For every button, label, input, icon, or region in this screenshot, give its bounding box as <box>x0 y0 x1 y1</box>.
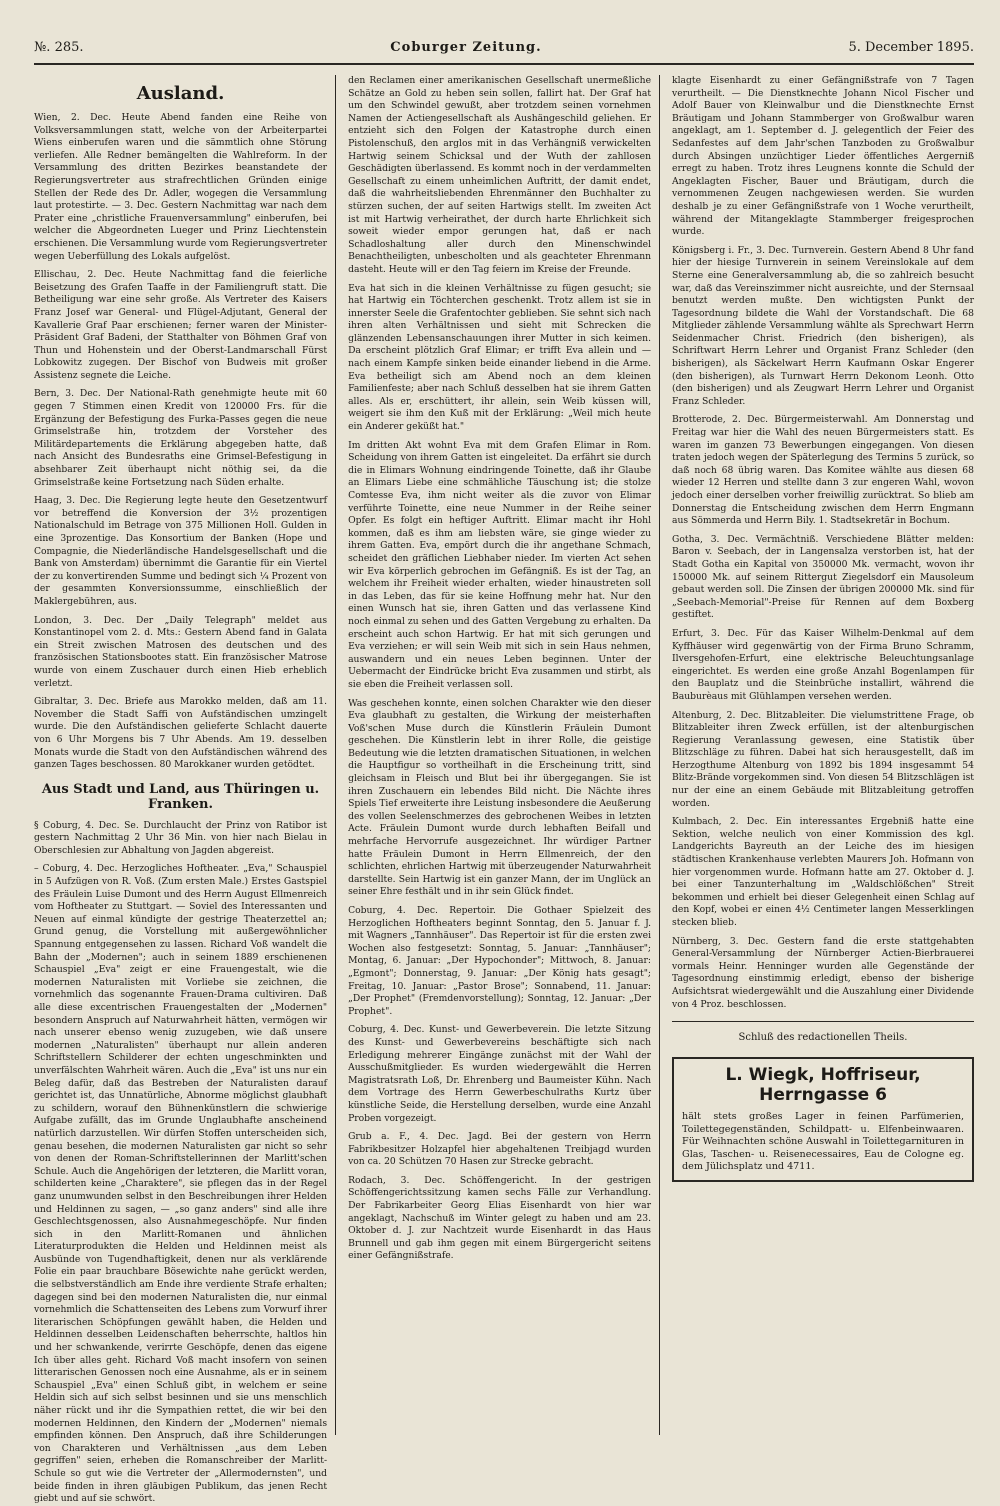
section-heading-ausland: Ausland. <box>136 83 225 104</box>
advertisement <box>672 1057 974 1182</box>
article-paragraph: § Coburg, 4. Dec. Se. Durchlaucht der Prinz von Ratibor ist gestern Nachmittag 2 Uhr 36 Min. von hier nach Bielau in Oberschlesien zur Abhaltung von Jagden abgereist. <box>34 819 328 856</box>
article-paragraph: Eva hat sich in die kleinen Verhältnisse zu fügen gesucht; sie hat Hartwig ein Töchterchen geschenkt. Trotz allem ist sie in innerster Seele die Grafentochter geblieben. Sie sehnt sich nach ihren alten Verhältnissen und sieht mit Schrecken die glänzenden Lebensanschauungen ihrer Mutter in sich keimen. Da erscheint plötzlich Graf Elimar; er trifft Eva allein und — nach einem Kampfe sinken beide einander liebend in die Arme. Eva betheiligt sich am Abend noch an dem kleinen Familienfeste; aber nach Schluß desselben hat sie ihrem Gatten alles. Als er, erschüttert, ihr allein, sein Weib küssen will, weigert sie ihm den Kuß mit der Erklärung: „Weil mich heute ein Anderer geküßt hat." <box>348 282 652 433</box>
advertisement-title: L. Wiegk, Hoffriseur, Herrngasse 6 <box>725 1065 921 1106</box>
article-paragraph: Coburg, 4. Dec. Kunst- und Gewerbeverein. Die letzte Sitzung des Kunst- und Gewerbevereins beschäftigte sich nach Erledigung mehrerer Eingänge zunächst mit der Wahl der Ausschußmitglieder. Es wurden wiedergewählt die Herren Magistratsrath Loß, Dr. Ehrenberg und Baumeister Kühn. Nach dem Vortrage des Herrn Gewerbeschulraths Kurtz über künstliche Seide, die Herstellung derselben, wurde eine Anzahl Proben vorgezeigt. <box>348 1024 652 1124</box>
article-paragraph: Ellischau, 2. Dec. Heute Nachmittag fand die feierliche Beisetzung des Grafen Taaffe in der Familiengruft statt. Die Betheiligung war eine sehr große. Als Vertreter des Kaisers Franz Josef war General- und Flügel-Adjutant, General der Kavallerie Graf Paar erschienen; ferner waren der Minister-Präsident Graf Badeni, der Statthalter von Böhmen Graf von Thun und Hohenstein und der Oberst-Landmarschall Fürst Lobkowitz zugegen. Der Bischof von Budweis mit großer Assistenz segnete die Leiche. <box>34 269 328 381</box>
article-paragraph: Königsberg i. Fr., 3. Dec. Turnverein. Gestern Abend 8 Uhr fand hier der hiesige Turnverein in seinem Vereinslokale auf dem Sterne eine Generalversammlung ab, die so zahlreich besucht war, daß das Vereinszimmer nicht ausreichte, und der Sternsaal benutzt werden mußte. Den wichtigsten Punkt der Tagesordnung bildete die Wahl der Vorstandschaft. Die 68 Mitglieder zählende Versammlung wählte als Sprechwart Herrn Seidenmacher Christ. Friedrich (den bisherigen), als Schriftwart Herrn Lehrer und Organist Franz Schleder (den bisherigen), als Säckelwart Herrn Kaufmann Oskar Engerer (den bisherigen), als Turnwart Herrn Dekonom Leonh. Otto (den bisherigen) und als Zeugwart Herrn Lehrer und Organist Franz Schleder. <box>672 244 974 407</box>
column-1 <box>34 75 336 1505</box>
article-paragraph: Rodach, 3. Dec. Schöffengericht. In der gestrigen Schöffengerichtssitzung kamen sechs Fälle zur Verhandlung. Der Fabrikarbeiter Georg Elias Eisenhardt von hier war angeklagt, Nachschuß im Winter gelegt zu haben und am 23. Oktober d. J. zur Nachtzeit wurde Eisenhardt in das Haus Brunnell und gab ihm gegen mit einem Bürgergericht seitens einer Gefängnißstrafe. <box>348 1174 652 1262</box>
article-paragraph: Bern, 3. Dec. Der National-Rath genehmigte heute mit 60 gegen 7 Stimmen einen Kredit von 120000 Frs. für die Ergänzung der Befestigung des Furka-Passes gegen die neue Grimselstraße hin, trotzdem der Vorsteher des Militärdepartements die Erklärung abgegeben hatte, daß nach Ansicht des Bundesraths eine Grimsel-Befestigung in absehbarer Zeit überhaupt nicht nöthig sei, da die Grimselstraße keine Fortsetzung nach Süden erhalte. <box>34 388 328 488</box>
article-paragraph: Gotha, 3. Dec. Vermächtniß. Verschiedene Blätter melden: Baron v. Seebach, der in Langensalza verstorben ist, hat der Stadt Gotha ein Kapital von 350000 Mk. vermacht, wovon ihr 150000 Mk. auf seinem Rittergut Ziegelsdorf ein Mausoleum gebaut werden soll. Die Zinsen der übrigen 200000 Mk. sind für „Seebach-Memorial"-Preise für Rennen auf dem Boxberg gestiftet. <box>672 533 974 621</box>
article-paragraph: Altenburg, 2. Dec. Blitzableiter. Die vielumstrittene Frage, ob Blitzableiter ihren Zweck erfüllen, ist der altenburgischen Regierung Veranlassung gewesen, eine Statistik über Blitzschläge zu führen. Dabei hat sich herausgestellt, daß im Herzogthume Altenburg von 1892 bis 1894 insgesammt 54 Blitz-Brände vorgekommen sind. Von diesen 54 Blitzschlägen ist nur der eine an einem Gebäude mit Blitzableitung getroffen worden. <box>672 709 974 809</box>
columns <box>34 75 974 1505</box>
section-heading-stadt-land: Aus Stadt und Land, aus Thüringen u. Franken. <box>41 781 320 812</box>
article-paragraph: Was geschehen konnte, einen solchen Charakter wie den dieser Eva glaubhaft zu gestalten, die Wirkung der meisterhaften Voß'schen Muse durch die Künstlerin Fräulein Dumont geschehen. Die Künstlerin lebt in ihrer Rolle, die geistige Bedeutung wie die letzten dramatischen Situationen, in welchen die Hauptfigur so vortheilhaft in die Erscheinung tritt, sind gleichsam in Fleisch und Blut bei ihr übergegangen. Sie ist ihren Zuschauern ein lebendes Bild nicht. Die Nächte ihres Spiels Tief erweiterte ihre Leistung insbesondere die Aeußerung des vollen Seelenschmerzes des gebrochenen Weibes in letzten Acte. Fräulein Dumont wurde durch lebhaften Beifall und mehrfache Hervorrufe ausgezeichnet. Ihr würdiger Partner hatte Fräulein Dumont in Herrn Ellmenreich, der den schlichten, ehrlichen Hartwig mit überzeugender Naturwahrheit darstellte. Sein Hartwig ist ein ganzer Mann, der im Unglück an seiner Ehre festhält und in ihr sein Glück findet. <box>348 697 652 898</box>
issue-number: №. 285. <box>34 40 84 55</box>
article-paragraph: Grub a. F., 4. Dec. Jagd. Bei der gestern von Herrn Fabrikbesitzer Holzapfel hier abgehaltenen Treibjagd wurden von ca. 20 Schützen 70 Hasen zur Strecke gebracht. <box>348 1131 652 1168</box>
editorial-end-note: Schluß des redactionellen Theils. <box>672 1021 974 1049</box>
article-paragraph: Erfurt, 3. Dec. Für das Kaiser Wilhelm-Denkmal auf dem Kyffhäuser wird gegenwärtig von der Firma Bruno Schramm, Ilversgehofen-Erfurt, eine elektrische Beleuchtungsanlage eingerichtet. Es werden eine große Anzahl Bogenlampen für den Bauplatz und die Steinbrüche installirt, während die Bauburèaus mit Glühlampen versehen werden. <box>672 627 974 702</box>
article-paragraph: Haag, 3. Dec. Die Regierung legte heute den Gesetzentwurf vor betreffend die Konversion der 3½ prozentigen Nationalschuld im Betrage von 375 Millionen Holl. Gulden in eine 3prozentige. Das Konsortium der Banken (Hope und Compagnie, die Niederländische Handelsgesellschaft und die Bank von Amsterdam) übernimmt die Garantie für ein Viertel der zu konvertirenden Summe und bedingt sich ¼ Prozent von der gesammten Konversionssumme, einschließlich der Maklergebühren, aus. <box>34 495 328 607</box>
column-2 <box>348 75 660 1435</box>
masthead-rule <box>34 63 974 65</box>
masthead <box>34 40 974 55</box>
article-paragraph: Nürnberg, 3. Dec. Gestern fand die erste stattgehabten General-Versammlung der Nürnberger Actien-Bierbrauerei vormals Heinr. Henninger wurden alle Gegenstände der Tagesordnung einstimmig erledigt, ebenso der bisherige Aufsichtsrat wiedergewählt und die Auszahlung einer Dividende von 4 Proz. beschlossen. <box>672 935 974 1010</box>
article-paragraph: Gibraltar, 3. Dec. Briefe aus Marokko melden, daß am 11. November die Stadt Saffi von Aufständischen umzingelt wurde. Die den Aufständischen gelieferte Schlacht dauerte von 6 Uhr Morgens bis 7 Uhr Abends. Am 19. desselben Monats wurde die Stadt von den Aufständischen während des ganzen Tages beschossen. 80 Marokkaner wurden getödtet. <box>34 696 328 771</box>
article-paragraph: den Reclamen einer amerikanischen Gesellschaft unermeßliche Schätze an Gold zu heben sein sollen, fallirt hat. Der Graf hat um den Schwindel gewußt, aber trotzdem seinen vornehmen Namen der Actiengesellschaft als Aushängeschild geliehen. Er entzieht sich den Folgen der Katastrophe durch einen Pistolenschuß, den arglos mit in das Verhängniß verwickelten Hartwig seinem Schicksal und der Wuth der zahllosen Geschädigten überlassend. Es kommt noch in der verdammelten Gesellschaft zu einem unheimlichen Auftritt, der damit endet, daß die wahrheitsliebenden Ehrenmänner den Buchhalter zu stürzen suchen, der auf seiten Hartwigs stellt. Im zweiten Act ist mit Hartwig verheirathet, der durch harte Ehrlichkeit sich soweit wieder empor gerungen hat, daß er nach Schadloshaltung aller durch den Minenschwindel Benachtheiligten, unbescholten und als geachteter Ehrenmann dasteht. Heute will er den Tag feiern im Kreise der Freunde. <box>348 75 652 275</box>
article-paragraph: Wien, 2. Dec. Heute Abend fanden eine Reihe von Volksversammlungen statt, welche von der Arbeiterpartei Wiens einberufen waren und die sämmtlich ohne Störung verliefen. Alle Redner bemängelten die Wahlreform. In der Versammlung des dritten Bezirkes beanstandete der Regierungsvertreter aus strafrechtlichen Gründen einige Stellen der Rede des Dr. Adler, wogegen die Versammlung laut protestirte. — 3. Dec. Gestern Nachmittag war nach dem Prater eine „christliche Frauenversammlung" einberufen, bei welcher die Abgeordneten Lueger und Prinz Liechtenstein erschienen. Die Versammlung wurde vom Regierungsvertreter wegen Ueberfüllung des Lokals aufgelöst. <box>34 112 328 262</box>
article-paragraph: Coburg, 4. Dec. Repertoir. Die Gothaer Spielzeit des Herzoglichen Hoftheaters beginnt Sonntag, den 5. Januar f. J. mit Wagners „Tannhäuser". Das Repertoir ist für die ersten zwei Wochen also festgesetzt: Sonntag, 5. Januar: „Tannhäuser"; Montag, 6. Januar: „Der Hypochonder"; Mittwoch, 8. Januar: „Egmont"; Donnerstag, 9. Januar: „Der König hats gesagt"; Freitag, 10. Januar: „Pastor Brose"; Sonnabend, 11. Januar: „Der Prophet" (Fremdenvorstellung); Sonntag, 12. Januar: „Der Prophet". <box>348 905 652 1017</box>
article-paragraph: London, 3. Dec. Der „Daily Telegraph" meldet aus Konstantinopel vom 2. d. Mts.: Gestern Abend fand in Galata ein Streit zwischen Matrosen des deutschen und des französischen Stationsbootes statt. Ein französischer Matrose wurde von einem Zuschauer durch einen Hieb erheblich verletzt. <box>34 614 328 689</box>
article-paragraph: klagte Eisenhardt zu einer Gefängnißstrafe von 7 Tagen verurtheilt. — Die Dienstknechte Johann Nicol Fischer und Adolf Bauer von Kleinwalbur und die Dienstknechte Ernst Bräutigam und Johann Stammberger von Großwalbur waren angeklagt, am 1. September d. J. gelegentlich der Feier des Sedanfestes auf dem Jahr'schen Tanzboden zu Großwalbur durch Absingen unzüchtiger Lieder öffentliches Aergerniß erregt zu haben. Trotz ihres Leugnens konnte die Schuld der Angeklagten Fischer, Bauer und Bräutigam, durch die vernommenen Zeugen nachgewiesen werden. Sie wurden deshalb je zu einer Gefängnißstrafe von 1 Woche verurtheilt, während der Mitangeklagte Stammberger freigesprochen wurde. <box>672 75 974 238</box>
article-paragraph: Im dritten Akt wohnt Eva mit dem Grafen Elimar in Rom. Scheidung von ihrem Gatten ist eingeleitet. Da erfährt sie durch die in Elimars Wohnung eindringende Toinette, daß ihr Glaube an Elimars Liebe eine schmähliche Täuschung ist; die stolze Comtesse Eva, ihm nicht weiter als die zuvor von Elimar verführte Toinette, eine neue Nummer in der Reihe seiner Opfer. Es folgt ein heftiger Auftritt. Elimar macht ihr Hohl kommen, daß es ihm am liebsten wäre, sie ginge wieder zu ihrem Gatten. Eva, empört durch die ihr angethane Schmach, scheidet den gräflichen Liebhaber nieder. Im vierten Act sehen wir Eva körperlich gebrochen im Gefängniß. Es ist der Tag, an welchem ihr Freiheit wieder erhalten, wieder hinaustreten soll in das Leben, das für sie keine Hoffnung mehr hat. Nur den einen Wunsch hat sie, ihren Gatten und das verlassene Kind noch einmal zu sehen und des Gatten Vergebung zu erhalten. Da erscheint auch schon Hartwig. Er hat mit sich gerungen und Eva verziehen; er will sein Weib mit sich in sein Haus nehmen, auswandern und ein neues Leben beginnen. Unter der Uebermacht der Eindrücke bricht Eva zusammen und stirbt, als sie eben die Freiheit verlassen soll. <box>348 439 652 690</box>
newspaper-title: Coburger Zeitung. <box>390 40 542 55</box>
advertisement-text: hält stets großes Lager in feinen Parfümerien, Toilettegegenständen, Schildpatt- u. Elfenbeinwaaren. Für Weihnachten schöne Auswahl in Toilettegarnituren in Glas, Taschen- u. Reisenecessaires, Eau de Cologne eg. dem Jülichsplatz und 4711. <box>682 1111 964 1173</box>
article-paragraph: – Coburg, 4. Dec. Herzogliches Hoftheater. „Eva," Schauspiel in 5 Aufzügen von R. Voß. (Zum ersten Male.) Erstes Gastspiel des Fräulein Luise Dumont und des Herrn August Ellmenreich vom Hoftheater zu Stuttgart. — Soviel des Interessanten und Neuen auf einmal kündigte der gestrige Theaterzettel an; Grund genug, die Vorstellung mit außergewöhnlicher Spannung entgegensehen zu lassen. Richard Voß wandelt die Bahn der „Modernen"; auch in seinem 1889 erschienenen Schauspiel „Eva" zeigt er eine Frauengestalt, wie die modernen Naturalisten mit Vorliebe sie zeichnen, die vornehmlich das sogenannte Frauen-Drama cultiviren. Daß alle diese excentrischen Frauengestalten der „Modernen" besondern Anspruch auf Naturwahrheit hätten, vermögen wir nach unserer ebenso wenig zuzugeben, wie daß unsere modernen „Naturalisten" überhaupt nur allein anderen Schriftstellern Schilderer der echten ungeschminkten und unverfälschten Wahrheit wären. Auch die „Eva" ist uns nur ein Beleg dafür, daß das Bestreben der Naturalisten darauf gerichtet ist, das Unnatürliche, Abnorme möglichst glaubhaft zu schildern, worauf den Bühnenkünstlern die schwierige Aufgabe zufällt, das im Grunde Unglaubhafte anscheinend natürlich darzustellen. Wir dürfen Stoffen unterscheiden sich, genau besehen, die modernen Naturalisten gar nicht so sehr von denen der Roman-Schriftstellerinnen der Marlitt'schen Schule. Auch die Angehörigen der letzteren, die Marlitt voran, schilderten keine „Charaktere", sie pflegen das in der Regel ganz unumwunden selbst in den Beschreibungen ihrer Helden und Heldinnen zu sagen, — „so ganz anders" sind alle ihre Geschlechtsgenossen, also Ausnahmegeschöpfe. Nur finden sich in den Marlitt-Romanen und ähnlichen Literaturprodukten die Helden und Heldinnen meist als Ausbünde von Tugendhaftigkeit, denen nur als verklärende Folie ein paar brauchbare Bösewichte nahe gerückt werden, die selbstverständlich am Ende ihre verdiente Strafe erhalten; dagegen sind bei den modernen Naturalisten die, nur einmal vornehmlich die Schattenseiten des Lebens zum Vorwurf ihrer literarischen Schöpfungen gewählt haben, die Helden und Heldinnen desselben Leidenschaften beherrschte, haltlos hin und her schwankende, verirrte Geschöpfe, denen das eigene Ich über alles geht. Richard Voß macht insofern von seinen litterarischen Genossen noch eine Ausnahme, als er in seinem Schauspiel „Eva" einen Schluß gibt, in welchem er seine Heldin sich auf sich selbst besinnen und sie uns menschlich näher rückt und ihr die Sympathien rettet, die wir bei den modernen Heldinnen, den Kindern der „Modernen" niemals empfinden können. Den Anspruch, daß ihre Schilderungen von Charakteren und Verhältnissen „aus dem Leben gegriffen" seien, erheben die Romanschreiber der Marlitt-Schule so gut wie die Vertreter der „Allermodernsten", und beide finden in ihren gläubigen Publikum, das jenen Recht giebt und auf sie schwört. <box>34 863 328 1505</box>
column-3 <box>672 75 974 1435</box>
article-paragraph: Kulmbach, 2. Dec. Ein interessantes Ergebniß hatte eine Sektion, welche neulich von einer Kommission des kgl. Landgerichts Bayreuth an der Leiche des im hiesigen städtischen Krankenhause verlebten Maurers Joh. Hofmann von hier vorgenommen wurde. Hofmann hatte am 27. Oktober d. J. bei einer Tanzunterhaltung im „Waldschlößchen" Streit bekommen und erhielt bei dieser Gelegenheit einen Schlag auf den Kopf, wobei er einen 4½ Centimeter langen Messerklingen stecken blieb. <box>672 816 974 928</box>
article-paragraph: Brotterode, 2. Dec. Bürgermeisterwahl. Am Donnerstag und Freitag war hier die Wahl des neuen Bürgermeisters statt. Es waren im ganzen 73 Bewerbungen eingegangen. Von diesen traten jedoch wegen der Späterlegung des Termins 5 zurück, so daß noch 68 übrig waren. Das Komitee wählte aus diesen 68 wieder 12 Herren und stellte dann 3 zur engeren Wahl, wovon jedoch einer derselben vorher freiwillig zurücktrat. So blieb am Donnerstag die Entscheidung zwischen dem Herrn Engmann aus Sömmerda und Herrn Bily. 1. Stadtsekretär in Bochum. <box>672 414 974 527</box>
issue-date: 5. December 1895. <box>848 40 974 55</box>
